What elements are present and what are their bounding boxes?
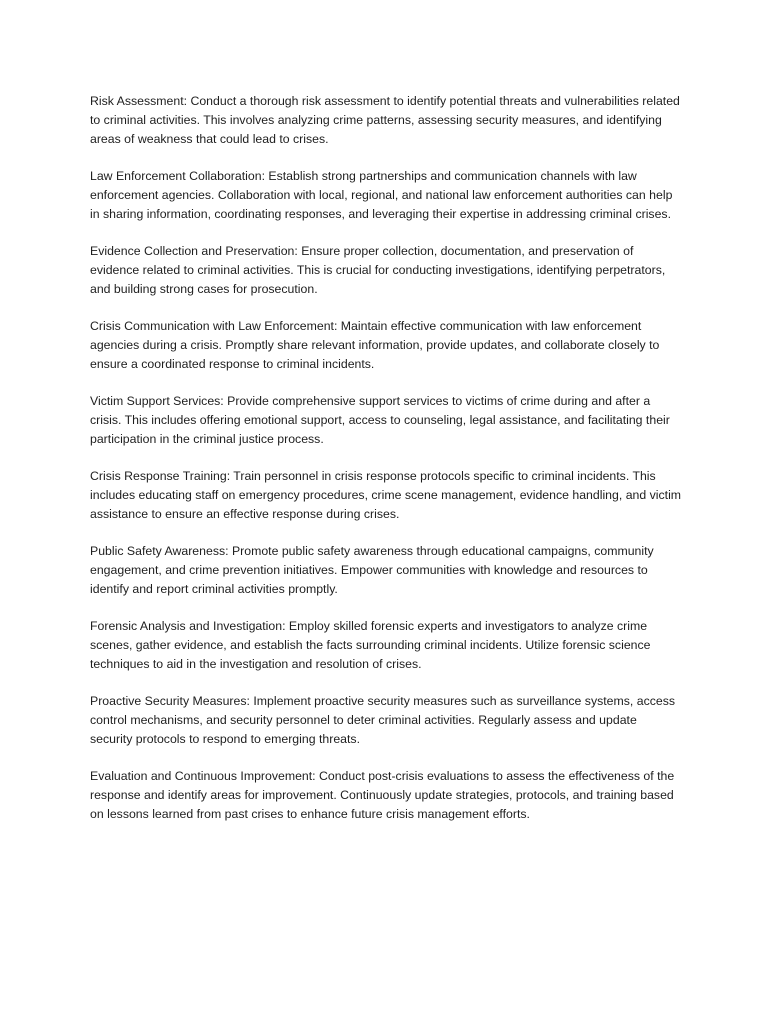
paragraph-forensic-analysis: Forensic Analysis and Investigation: Employ skilled forensic experts and investigators to analyze crime scenes, gather evidence, and establish the facts surrounding criminal incidents. Utilize forensic science techniques to aid in the investigation and resolution of crises. [90,619,651,671]
paragraph-proactive-security: Proactive Security Measures: Implement proactive security measures such as surveillance systems, access control mechanisms, and security personnel to deter criminal activities. Regularly assess and update security protocols to respond to emerging threats. [90,694,676,746]
paragraph-law-enforcement-collaboration: Law Enforcement Collaboration: Establish strong partnerships and communication channels with law enforcement agencies. Collaboration with local, regional, and national law enforcement authorities can help in sharing information, coordinating responses, and leveraging their expertise in addressing criminal crises. [90,169,673,221]
paragraph-victim-support: Victim Support Services: Provide comprehensive support services to victims of crime during and after a crisis. This includes offering emotional support, access to counseling, legal assistance, and facilitating their participation in the criminal justice process. [90,394,670,446]
document-body [90,92,682,842]
paragraph-crisis-response-training: Crisis Response Training: Train personnel in crisis response protocols specific to criminal incidents. This includes educating staff on emergency procedures, crime scene management, evidence handling, and victim assistance to ensure an effective response during crises. [90,469,682,521]
paragraph-evidence-collection: Evidence Collection and Preservation: Ensure proper collection, documentation, and preservation of evidence related to criminal activities. This is crucial for conducting investigations, identifying perpetrators, and building strong cases for prosecution. [90,244,666,296]
paragraph-risk-assessment: Risk Assessment: Conduct a thorough risk assessment to identify potential threats and vulnerabilities related to criminal activities. This involves analyzing crime patterns, assessing security measures, and identifying areas of weakness that could lead to crises. [90,94,680,146]
paragraph-public-safety-awareness: Public Safety Awareness: Promote public safety awareness through educational campaigns, community engagement, and crime prevention initiatives. Empower communities with knowledge and resources to identify and report criminal activities promptly. [90,544,654,596]
paragraph-evaluation-improvement: Evaluation and Continuous Improvement: Conduct post-crisis evaluations to assess the effectiveness of the response and identify areas for improvement. Continuously update strategies, protocols, and training based on lessons learned from past crises to enhance future crisis management efforts. [90,769,675,821]
paragraph-crisis-communication: Crisis Communication with Law Enforcement: Maintain effective communication with law enforcement agencies during a crisis. Promptly share relevant information, provide updates, and collaborate closely to ensure a coordinated response to criminal incidents. [90,319,660,371]
